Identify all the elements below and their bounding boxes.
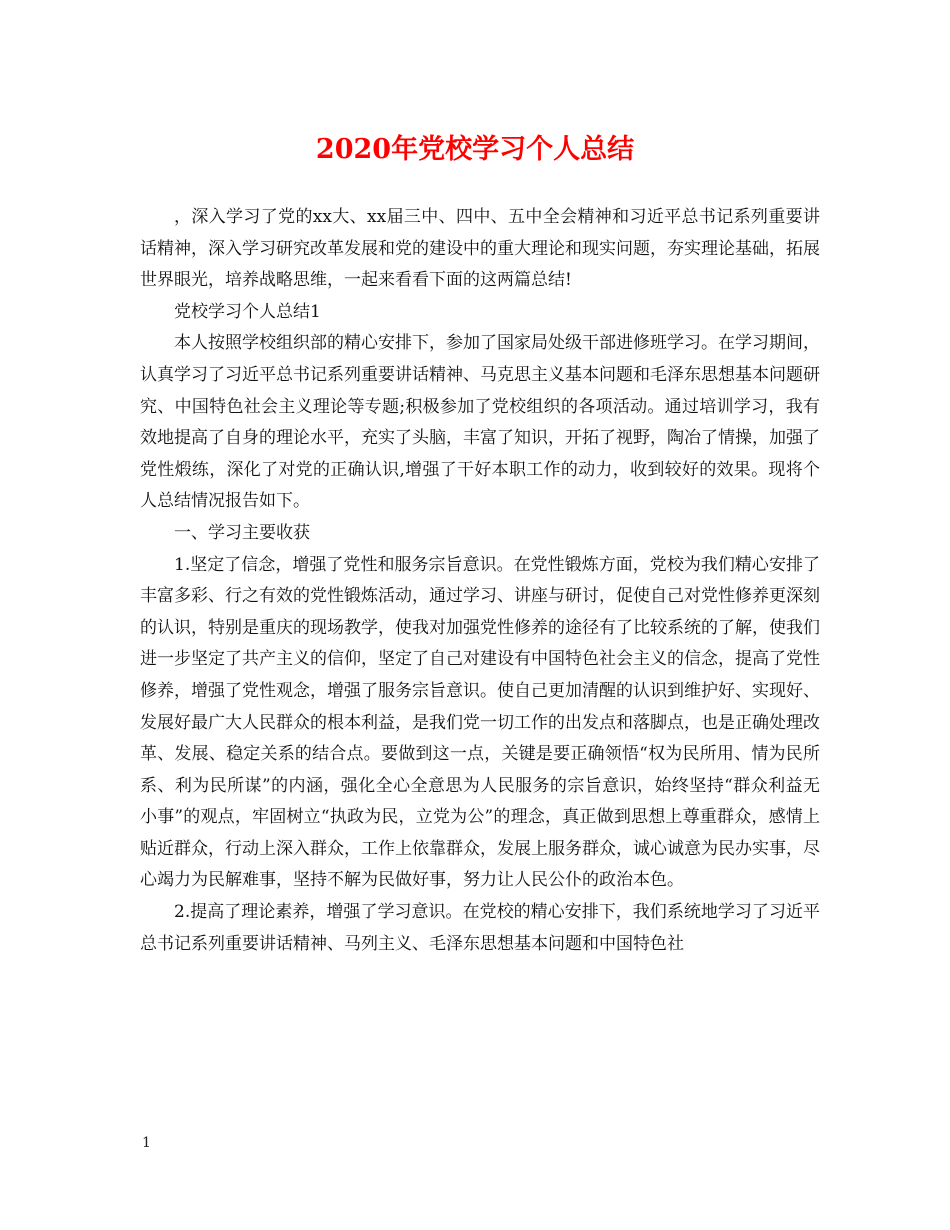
section-heading-summary-1: 党校学习个人总结1 <box>174 301 321 322</box>
body-paragraph: 本人按照学校组织部的精心安排下，参加了国家局处级干部进修班学习。在学习期间，认真学习了习近平总书记系列重要讲话精神、马克思主义基本问题和毛泽东思想基本问题研究、中国特色社会主义理论等专题;积极参加了党校组织的各项活动。通过培训学习，我有效地提高了自身的理论水平，充实了头脑，丰富了知识，开拓了视野，陶冶了情操，加强了党性煅练，深化了对党的正确认识,增强了干好本职工作的动力，收到较好的效果。现将个人总结情况报告如下。 <box>140 333 820 512</box>
document-title: 2020年党校学习个人总结 <box>315 134 635 165</box>
intro-paragraph: ，深入学习了党的xx大、xx届三中、四中、五中全会精神和习近平总书记系列重要讲话精神，深入学习研究改革发展和党的建设中的重大理论和现实问题，夯实理论基础，拓展世界眼光，培养战略思维，一起来看看下面的这两篇总结! <box>140 207 820 291</box>
section-heading-main-gains: 一、学习主要收获 <box>174 522 310 543</box>
body-paragraph: 2.提高了理论素养，增强了学习意识。在党校的精心安排下，我们系统地学习了习近平总书记系列重要讲话精神、马列主义、毛泽东思想基本问题和中国特色社 <box>140 902 820 954</box>
page-number: 1 <box>142 1135 151 1151</box>
document-body <box>140 202 820 960</box>
body-paragraph: 1.坚定了信念，增强了党性和服务宗旨意识。在党性锻炼方面，党校为我们精心安排了丰富多彩、行之有效的党性锻炼活动，通过学习、讲座与研讨，促使自己对党性修养更深刻的认识，特别是重庆的现场教学，使我对加强党性修养的途径有了比较系统的了解，使我们进一步坚定了共产主义的信仰，坚定了自己对建设有中国特色社会主义的信念，提高了党性修养，增强了党性观念，增强了服务宗旨意识。使自己更加清醒的认识到维护好、实现好、发展好最广大人民群众的根本利益，是我们党一切工作的出发点和落脚点，也是正确处理改革、发展、稳定关系的结合点。要做到这一点，关键是要正确领悟“权为民所用、情为民所系、利为民所谋”的内涵，强化全心全意思为人民服务的宗旨意识，始终坚持“群众利益无小事”的观点，牢固树立“执政为民，立党为公”的理念，真正做到思想上尊重群众，感情上贴近群众，行动上深入群众，工作上依靠群众，发展上服务群众，诚心诚意为民办实事，尽心竭力为民解难事，坚持不解为民做好事，努力让人民公仆的政治本色。 <box>140 554 820 891</box>
